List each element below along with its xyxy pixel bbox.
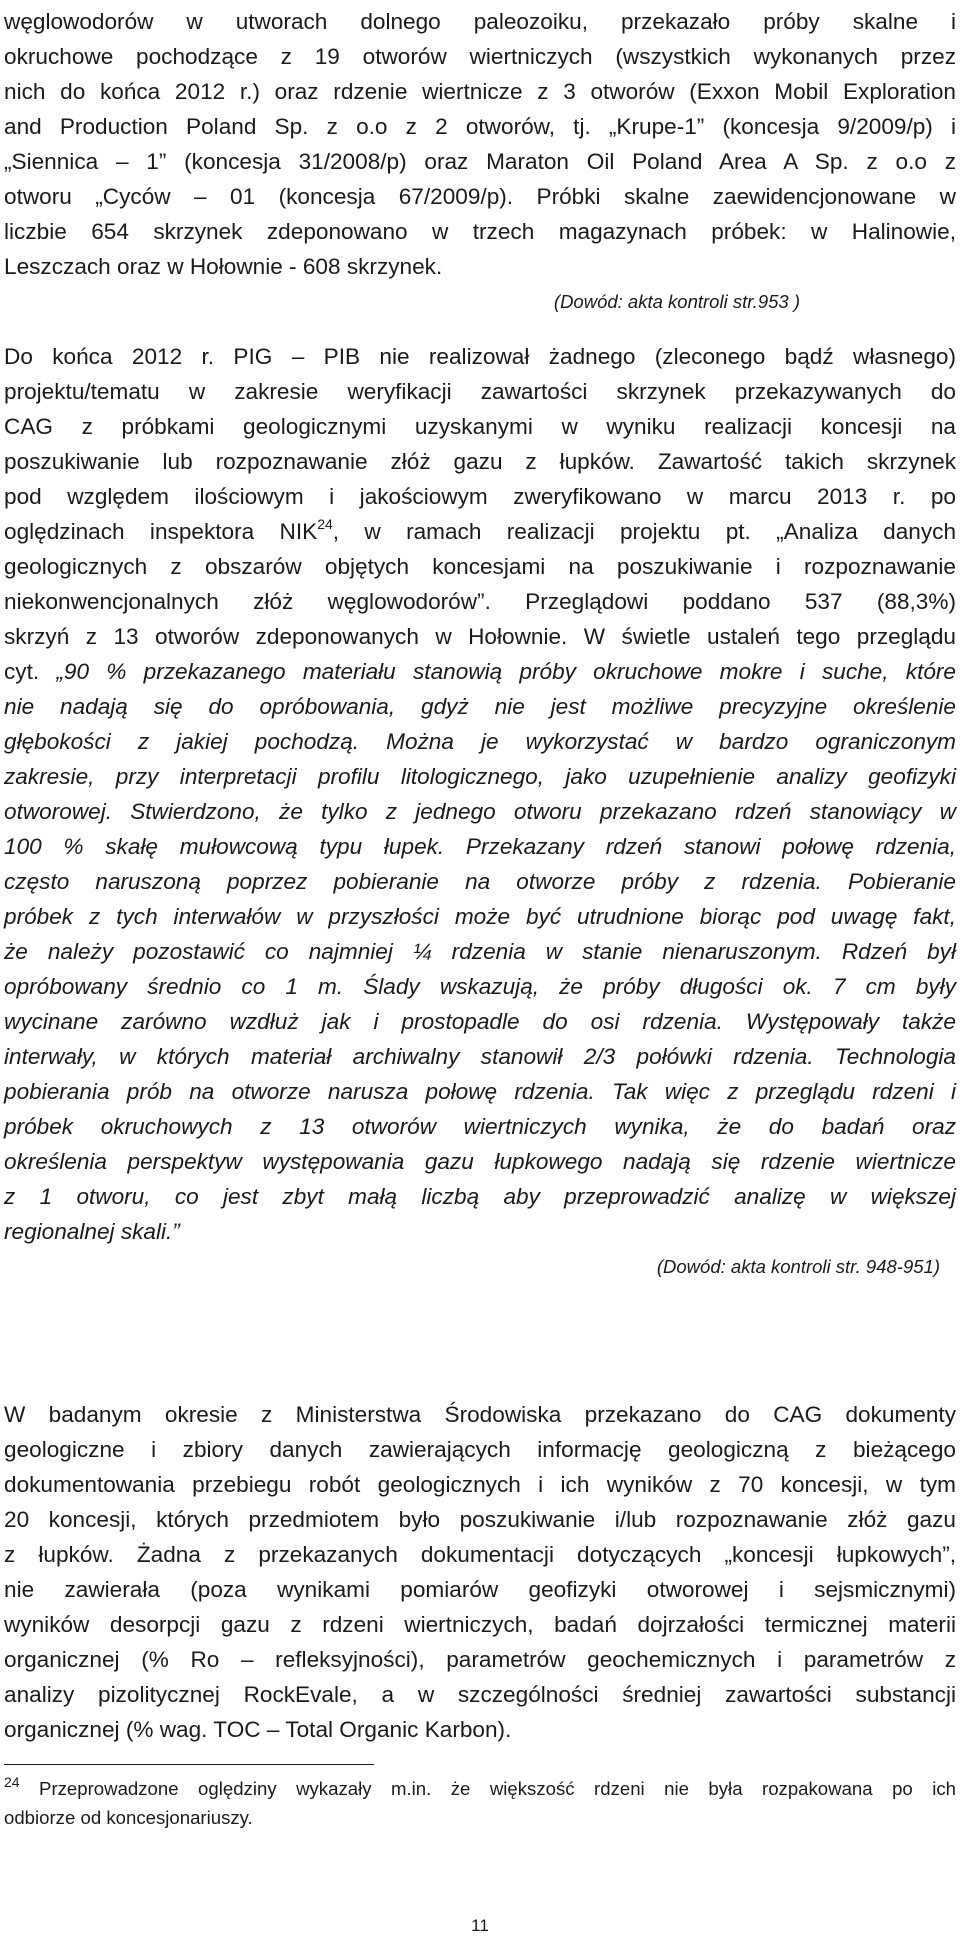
text-line: W badanym okresie z Ministerstwa Środowiska przekazano do CAG dokumenty <box>4 1402 956 1427</box>
quote-line: że należy pozostawić co najmniej ¼ rdzenia w stanie nienaruszonym. Rdzeń był <box>4 939 956 964</box>
text-line: organicznej (% Ro – refleksyjności), parametrów geochemicznych i parametrów z <box>4 1647 956 1672</box>
footnote-line <box>4 1774 956 1803</box>
text-line: poszukiwanie lub rozpoznawanie złóż gazu z łupków. Zawartość takich skrzynek <box>4 449 956 474</box>
text-line <box>4 514 956 549</box>
text-line: skrzyń z 13 otworów zdeponowanych w Hołownie. W świetle ustaleń tego przeglądu <box>4 624 956 649</box>
text-line: „Siennica – 1” (koncesja 31/2008/p) oraz Maraton Oil Poland Area A Sp. z o.o z <box>4 149 956 174</box>
quote-line: często naruszoną poprzez pobieranie na otworze próby z rdzenia. Pobieranie <box>4 869 956 894</box>
text-line: 20 koncesji, których przedmiotem było poszukiwanie i/lub rozpoznawanie złóż gazu <box>4 1507 956 1532</box>
text-line: CAG z próbkami geologicznymi uzyskanymi w wyniku realizacji koncesji na <box>4 414 956 439</box>
text-line: geologicznych z obszarów objętych koncesjami na poszukiwanie i rozpoznawanie <box>4 554 956 579</box>
footnote-line: odbiorze od koncesjonariuszy. <box>4 1807 253 1828</box>
footnote-text: Przeprowadzone oględziny wykazały m.in. że większość rdzeni nie była rozpakowana po ich <box>19 1778 956 1799</box>
text-fragment: , w ramach realizacji projektu pt. „Analiza danych <box>332 519 957 544</box>
text-line: nie zawierała (poza wynikami pomiarów geofizyki otworowej i sejsmicznymi) <box>4 1577 956 1602</box>
quote-line: próbek z tych interwałów w przyszłości może być utrudnione biorąc pod uwagę fakt, <box>4 904 956 929</box>
text-line: wyników desorpcji gazu z rdzeni wiertniczych, badań dojrzałości termicznej materii <box>4 1612 956 1637</box>
text-fragment: cyt. <box>4 659 57 684</box>
text-line <box>4 654 956 689</box>
paragraph-ministry-documents <box>4 1397 956 1747</box>
footnote-ref: 24 <box>317 516 333 533</box>
footnote-number: 24 <box>4 1773 20 1790</box>
quote-line: otworowej. Stwierdzono, że tylko z jednego otworu przekazano rdzeń stanowiący w <box>4 799 956 824</box>
text-line: dokumentowania przebiegu robót geologicznych i ich wyników z 70 koncesji, w tym <box>4 1472 956 1497</box>
text-line: otworu „Cyców – 01 (koncesja 67/2009/p). Próbki skalne zaewidencjonowane w <box>4 184 956 209</box>
quote-line: próbek okruchowych z 13 otworów wiertniczych wynika, że do badań oraz <box>4 1114 956 1139</box>
quote-line: regionalnej skali.” <box>4 1219 180 1244</box>
evidence-reference: (Dowód: akta kontroli str.953 ) <box>553 291 800 312</box>
quote-line: z 1 otworu, co jest zbyt małą liczbą aby przeprowadzić analizę w większej <box>4 1184 956 1209</box>
footnote-separator <box>4 1764 374 1765</box>
text-line: okruchowe pochodzące z 19 otworów wiertniczych (wszystkich wykonanych przez <box>4 44 956 69</box>
quote-line: zakresie, przy interpretacji profilu litologicznego, jako uzupełnienie analizy geofizyki <box>4 764 956 789</box>
text-fragment: oględzinach inspektora NIK <box>4 519 318 544</box>
text-line: geologiczne i zbiory danych zawierających informację geologiczną z bieżącego <box>4 1437 956 1462</box>
quote-line: głębokości z jakiej pochodzą. Można je wykorzystać w bardzo ograniczonym <box>4 729 956 754</box>
evidence-reference: (Dowód: akta kontroli str. 948-951) <box>656 1256 940 1277</box>
text-line: niekonwencjonalnych złóż węglowodorów”. Przeglądowi poddano 537 (88,3%) <box>4 589 956 614</box>
text-line: organicznej (% wag. TOC – Total Organic Karbon). <box>4 1717 512 1742</box>
text-line: and Production Poland Sp. z o.o z 2 otworów, tj. „Krupe-1” (koncesja 9/2009/p) i <box>4 114 956 139</box>
page-number: 11 <box>471 1916 489 1935</box>
text-line: analizy pizolitycznej RockEvale, a w szczególności średniej zawartości substancji <box>4 1682 956 1707</box>
text-line: pod względem ilościowym i jakościowym zweryfikowano w marcu 2013 r. po <box>4 484 956 509</box>
footnote <box>4 1774 956 1832</box>
quote-line: 100 % skałę mułowcową typu łupek. Przekazany rdzeń stanowi połowę rdzenia, <box>4 834 956 859</box>
text-line: Leszczach oraz w Hołownie - 608 skrzynek. <box>4 254 443 279</box>
quote-line: nie nadają się do opróbowania, gdyż nie jest możliwe precyzyjne określenie <box>4 694 956 719</box>
quote-line: wycinane zarówno wzdłuż jak i prostopadle do osi rdzenia. Występowały także <box>4 1009 956 1034</box>
text-line: nich do końca 2012 r.) oraz rdzenie wiertnicze z 3 otworów (Exxon Mobil Exploration <box>4 79 956 104</box>
paragraph-sample-transfer <box>4 4 956 319</box>
quote-line: określenia perspektyw występowania gazu łupkowego nadają się rdzenie wiertnicze <box>4 1149 956 1174</box>
text-line: Do końca 2012 r. PIG – PIB nie realizował żadnego (zleconego bądź własnego) <box>4 344 956 369</box>
paragraph-verification <box>4 339 956 1284</box>
quote-line: pobierania prób na otworze narusza połowę rdzenia. Tak więc z przeglądu rdzeni i <box>4 1079 956 1104</box>
text-line: projektu/tematu w zakresie weryfikacji zawartości skrzynek przekazywanych do <box>4 379 956 404</box>
quote-line: interwały, w których materiał archiwalny stanowił 2/3 połówki rdzenia. Technologia <box>4 1044 956 1069</box>
text-line: z łupków. Żadna z przekazanych dokumentacji dotyczących „koncesji łupkowych”, <box>4 1542 956 1567</box>
quote-line: opróbowany średnio co 1 m. Ślady wskazują, że próby długości ok. 7 cm były <box>4 974 956 999</box>
text-line: liczbie 654 skrzynek zdeponowano w trzech magazynach próbek: w Halinowie, <box>4 219 956 244</box>
quote-start: „90 % przekazanego materiału stanowią próby okruchowe mokre i suche, które <box>56 659 957 684</box>
text-line: węglowodorów w utworach dolnego paleozoiku, przekazało próby skalne i <box>4 9 956 34</box>
